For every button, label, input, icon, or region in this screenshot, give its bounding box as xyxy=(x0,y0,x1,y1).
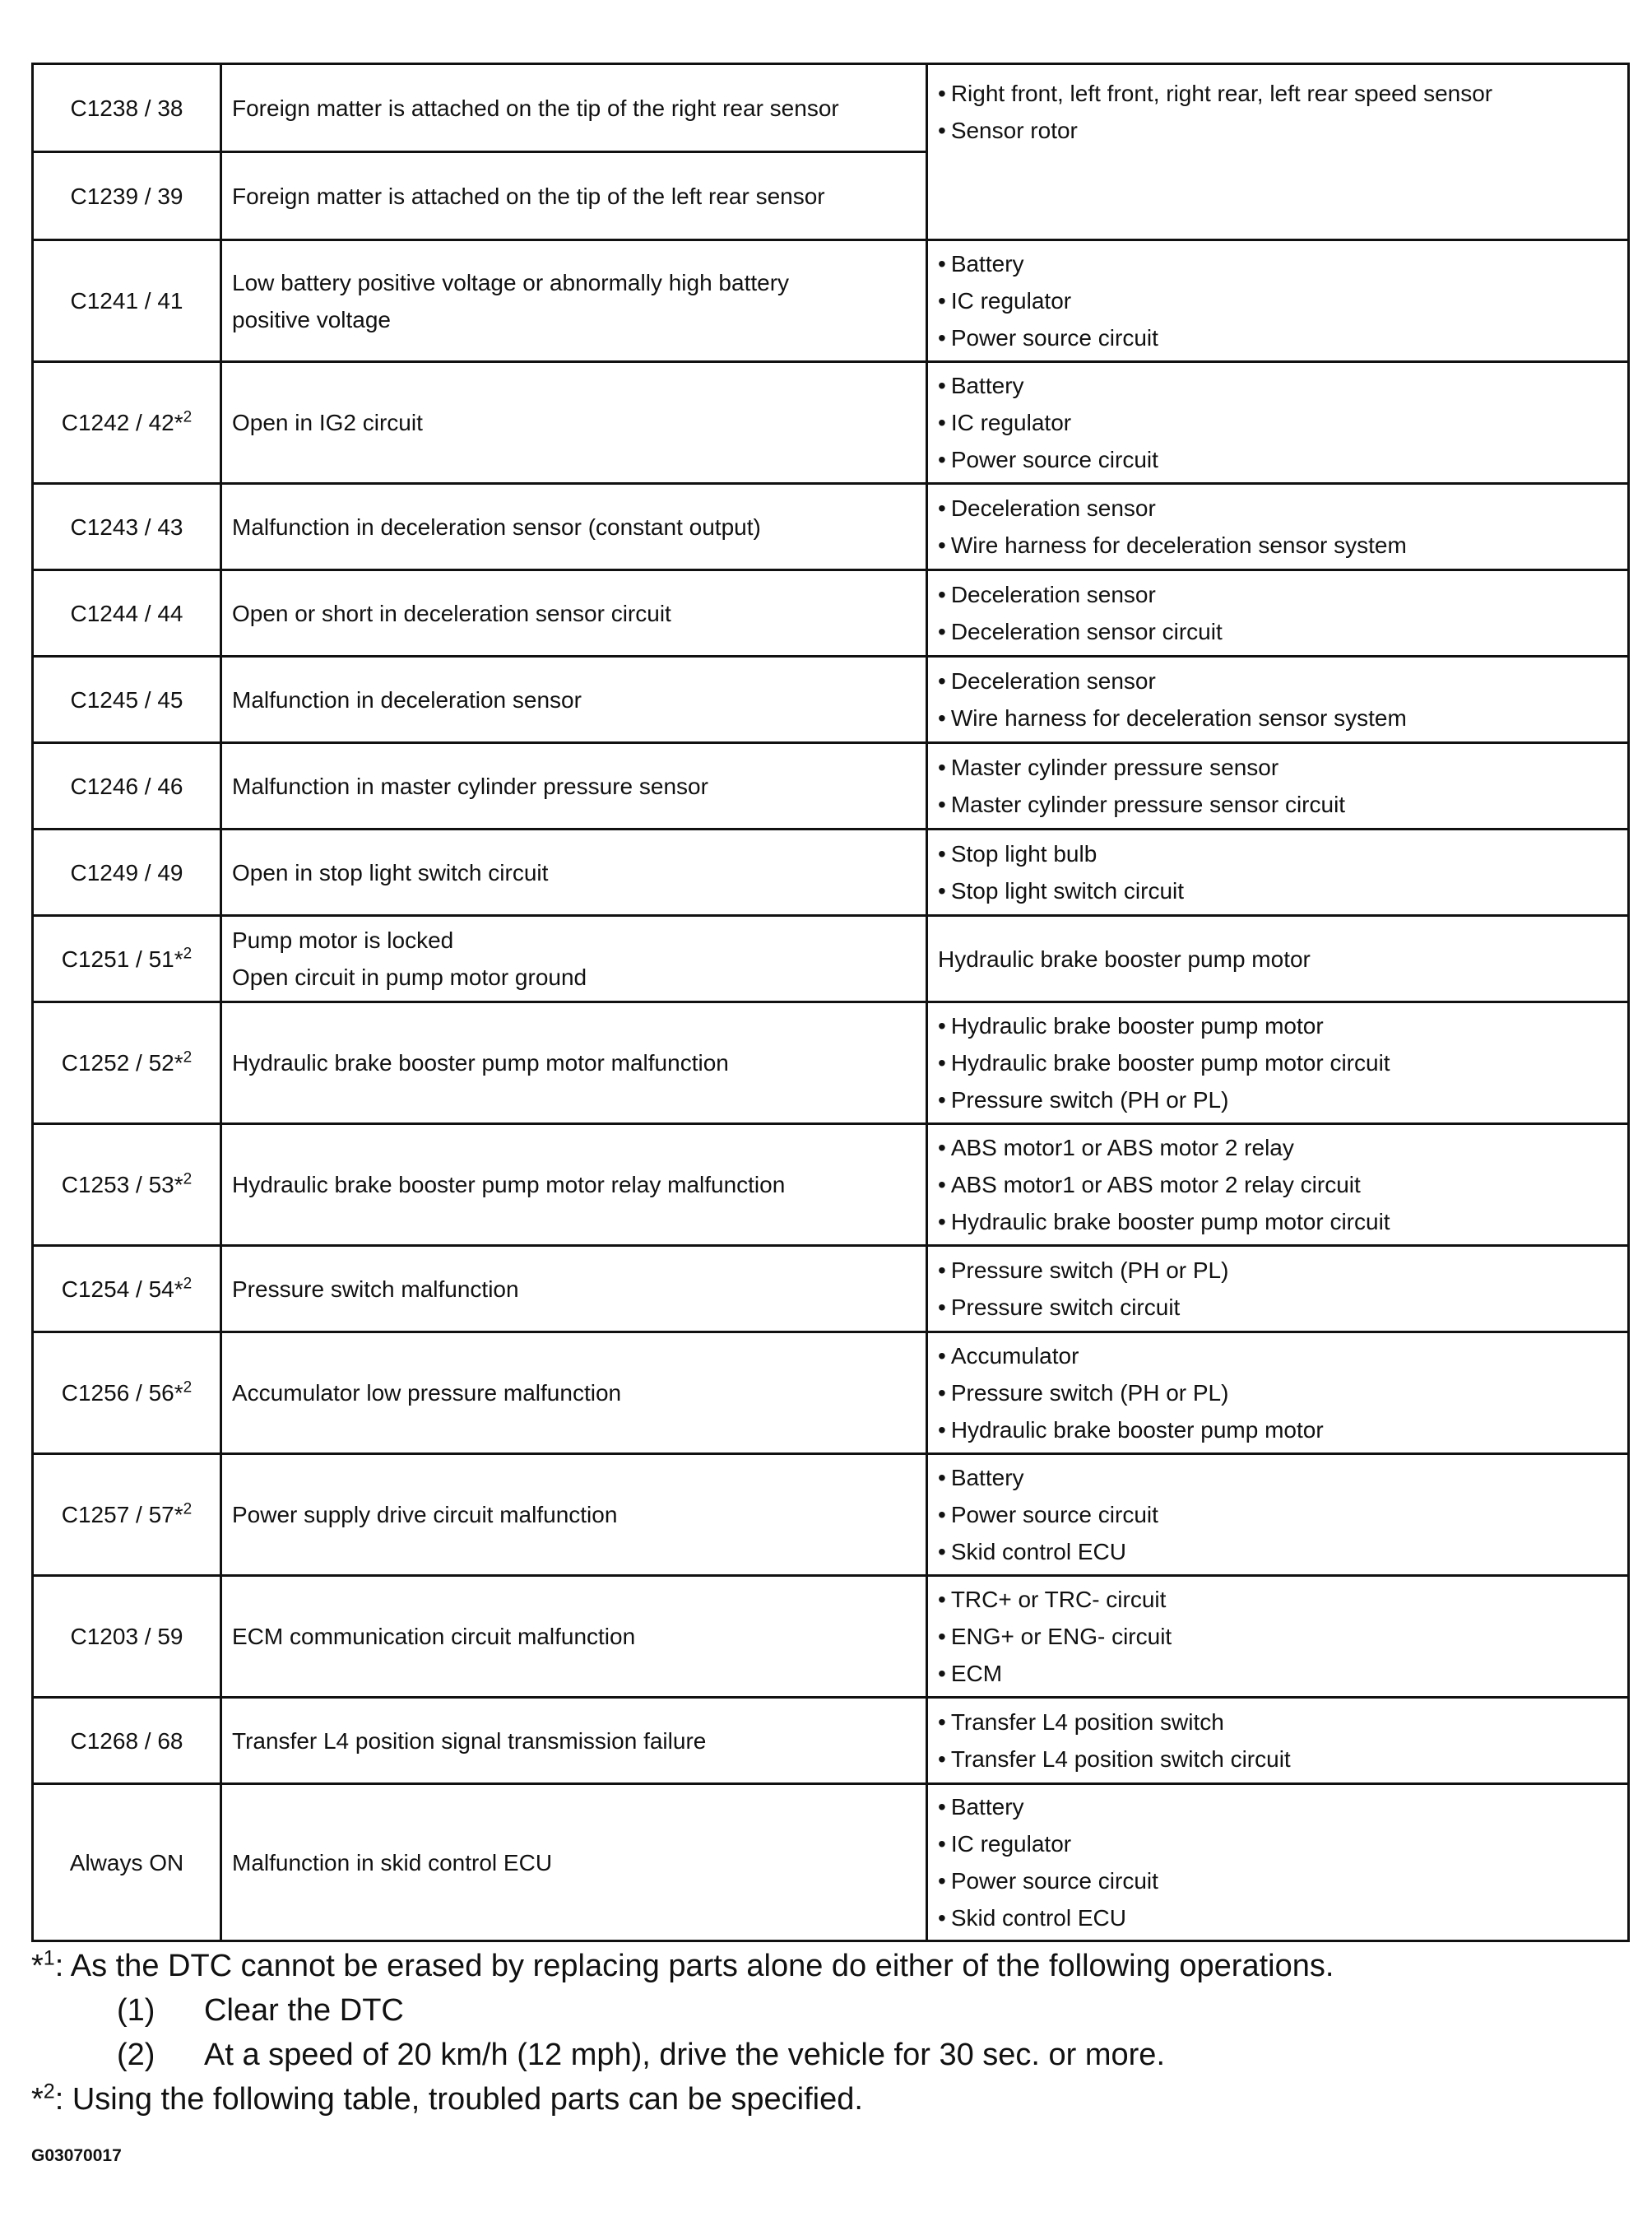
table-row xyxy=(33,1124,1629,1246)
detection-item-text: Open in stop light switch circuit xyxy=(232,859,549,885)
dtc-code-footnote-ref: 2 xyxy=(183,1170,193,1188)
trouble-area-item: • Battery xyxy=(938,1459,1627,1496)
detection-item-text: Hydraulic brake booster pump motor relay malfunction xyxy=(232,1172,786,1197)
detection-item-cell xyxy=(221,570,927,657)
footnote-1 xyxy=(31,1944,1334,1988)
trouble-area-item: • Stop light switch circuit xyxy=(938,872,1627,909)
trouble-area-item: • Battery xyxy=(938,1788,1627,1825)
trouble-area-item: • ENG+ or ENG- circuit xyxy=(938,1618,1627,1655)
detection-item-text: Accumulator low pressure malfunction xyxy=(232,1380,622,1406)
table-row xyxy=(33,64,1629,152)
dtc-code: C1243 / 43 xyxy=(70,514,183,540)
detection-item-text: Pump motor is locked xyxy=(232,927,454,953)
detection-item-text: Foreign matter is attached on the tip of the left rear sensor xyxy=(232,183,825,209)
trouble-area-item: • Hydraulic brake booster pump motor circuit xyxy=(938,1203,1627,1240)
dtc-code-cell xyxy=(33,362,221,484)
dtc-code: C1252 / 52* xyxy=(61,1050,183,1076)
trouble-area-cell xyxy=(927,362,1629,484)
trouble-area-item: • Deceleration sensor xyxy=(938,576,1627,613)
trouble-area-item: • Power source circuit xyxy=(938,319,1627,356)
footnote-2-text: : Using the following table, troubled parts can be specified. xyxy=(54,2082,863,2117)
trouble-area-cell xyxy=(927,1332,1629,1454)
footnote-step-1 xyxy=(31,1988,1334,2033)
dtc-code: C1251 / 51* xyxy=(61,946,183,972)
dtc-code: C1241 / 41 xyxy=(70,288,183,314)
footnote-2 xyxy=(31,2077,1334,2122)
table-row xyxy=(33,570,1629,657)
detection-item-cell xyxy=(221,1246,927,1332)
table-row xyxy=(33,1698,1629,1784)
dtc-code: C1203 / 59 xyxy=(70,1624,183,1649)
table-row xyxy=(33,830,1629,916)
trouble-area-item: • Deceleration sensor xyxy=(938,490,1627,527)
trouble-area-item: • ABS motor1 or ABS motor 2 relay xyxy=(938,1129,1627,1166)
step-text: At a speed of 20 km/h (12 mph), drive the vehicle for 30 sec. or more. xyxy=(204,2038,1165,2072)
trouble-area-item: • Power source circuit xyxy=(938,1496,1627,1533)
table-row xyxy=(33,657,1629,743)
trouble-area-item: Hydraulic brake booster pump motor xyxy=(938,946,1311,972)
trouble-area-item: • Hydraulic brake booster pump motor circuit xyxy=(938,1044,1627,1081)
trouble-area-item: • Stop light bulb xyxy=(938,835,1627,872)
detection-item-cell xyxy=(221,240,927,362)
trouble-area-cell xyxy=(927,743,1629,830)
trouble-area-cell xyxy=(927,1454,1629,1576)
trouble-area-item: • Pressure switch (PH or PL) xyxy=(938,1081,1627,1118)
detection-item-text: ECM communication circuit malfunction xyxy=(232,1624,636,1649)
table-row xyxy=(33,1454,1629,1576)
dtc-code: C1256 / 56* xyxy=(61,1380,183,1406)
trouble-area-item: • Deceleration sensor xyxy=(938,662,1627,699)
dtc-code: C1246 / 46 xyxy=(70,773,183,799)
table-row xyxy=(33,916,1629,1002)
trouble-area-cell xyxy=(927,1698,1629,1784)
detection-item-text: positive voltage xyxy=(232,306,392,332)
trouble-area-cell xyxy=(927,1784,1629,1941)
trouble-area-item: • Sensor rotor xyxy=(938,112,1627,149)
table-row xyxy=(33,1784,1629,1941)
dtc-code-cell xyxy=(33,1784,221,1941)
dtc-code-cell xyxy=(33,240,221,362)
trouble-area-cell xyxy=(927,1124,1629,1246)
trouble-area-item: • IC regulator xyxy=(938,404,1627,441)
detection-item-text: Pressure switch malfunction xyxy=(232,1276,519,1302)
dtc-code-cell xyxy=(33,1454,221,1576)
footnote-1-text: : As the DTC cannot be erased by replacing parts alone do either of the following operations. xyxy=(54,1949,1334,1983)
table-row xyxy=(33,240,1629,362)
detection-item-cell xyxy=(221,1698,927,1784)
detection-item-cell xyxy=(221,1124,927,1246)
trouble-area-item: • Hydraulic brake booster pump motor xyxy=(938,1411,1627,1448)
dtc-code-cell xyxy=(33,1576,221,1698)
trouble-area-item: • Master cylinder pressure sensor xyxy=(938,749,1627,786)
trouble-area-item: • IC regulator xyxy=(938,1825,1627,1862)
footnote-1-marker: * xyxy=(31,1949,44,1983)
trouble-area-item: • Transfer L4 position switch xyxy=(938,1703,1627,1741)
dtc-code-cell xyxy=(33,570,221,657)
table-row xyxy=(33,1332,1629,1454)
table-row xyxy=(33,362,1629,484)
footnote-2-marker: * xyxy=(31,2082,44,2117)
table-row xyxy=(33,1576,1629,1698)
dtc-code-cell xyxy=(33,484,221,570)
detection-item-text: Transfer L4 position signal transmission failure xyxy=(232,1727,707,1754)
dtc-code: C1253 / 53* xyxy=(61,1172,183,1197)
footnotes xyxy=(31,1944,1334,2122)
footnote-1-sup: 1 xyxy=(43,1946,55,1970)
step-number: (1) xyxy=(117,1993,155,2028)
dtc-code: C1242 / 42* xyxy=(61,410,183,435)
trouble-area-item: • ABS motor1 or ABS motor 2 relay circuit xyxy=(938,1166,1627,1203)
dtc-table xyxy=(31,63,1630,1942)
footnote-2-sup: 2 xyxy=(43,2080,55,2103)
dtc-code: C1257 / 57* xyxy=(61,1502,183,1527)
trouble-area-cell xyxy=(927,240,1629,362)
detection-item-cell xyxy=(221,362,927,484)
dtc-code-cell xyxy=(33,64,221,152)
dtc-code-footnote-ref: 2 xyxy=(183,408,193,426)
trouble-area-item: • Transfer L4 position switch circuit xyxy=(938,1741,1627,1778)
dtc-code: C1254 / 54* xyxy=(61,1276,183,1302)
dtc-code: C1238 / 38 xyxy=(70,95,183,121)
trouble-area-item: • Wire harness for deceleration sensor system xyxy=(938,527,1627,564)
trouble-area-item: • Pressure switch (PH or PL) xyxy=(938,1252,1627,1289)
trouble-area-item: • Skid control ECU xyxy=(938,1533,1627,1570)
table-row xyxy=(33,484,1629,570)
table-row xyxy=(33,1246,1629,1332)
dtc-code: C1268 / 68 xyxy=(70,1727,183,1754)
detection-item-text: Power supply drive circuit malfunction xyxy=(232,1502,618,1527)
detection-item-text: Malfunction in deceleration sensor (constant output) xyxy=(232,514,761,540)
trouble-area-cell xyxy=(927,484,1629,570)
dtc-code: C1249 / 49 xyxy=(70,859,183,885)
trouble-area-item: • Accumulator xyxy=(938,1337,1627,1374)
trouble-area-item: • Right front, left front, right rear, left rear speed sensor xyxy=(938,75,1627,112)
detection-item-cell xyxy=(221,1332,927,1454)
dtc-code-cell xyxy=(33,1002,221,1124)
trouble-area-item: • Power source circuit xyxy=(938,1862,1627,1899)
dtc-code: C1244 / 44 xyxy=(70,600,183,626)
dtc-code-cell xyxy=(33,1124,221,1246)
dtc-code-cell xyxy=(33,657,221,743)
trouble-area-item: • Battery xyxy=(938,367,1627,404)
trouble-area-cell xyxy=(927,657,1629,743)
trouble-area-item: • ECM xyxy=(938,1655,1627,1692)
dtc-code-cell xyxy=(33,1332,221,1454)
trouble-area-item: • Hydraulic brake booster pump motor xyxy=(938,1007,1627,1044)
detection-item-cell xyxy=(221,1002,927,1124)
trouble-area-cell xyxy=(927,830,1629,916)
detection-item-text: Foreign matter is attached on the tip of the right rear sensor xyxy=(232,95,839,121)
dtc-code: C1245 / 45 xyxy=(70,686,183,713)
dtc-code: Always ON xyxy=(69,1849,184,1875)
table-row xyxy=(33,743,1629,830)
trouble-area-item: • Power source circuit xyxy=(938,441,1627,478)
dtc-code-cell xyxy=(33,1246,221,1332)
footnote-step-2 xyxy=(31,2033,1334,2077)
trouble-area-item: • Wire harness for deceleration sensor system xyxy=(938,699,1627,737)
detection-item-text: Malfunction in deceleration sensor xyxy=(232,686,582,713)
dtc-code-footnote-ref: 2 xyxy=(183,1048,193,1067)
table-row xyxy=(33,1002,1629,1124)
detection-item-cell xyxy=(221,1784,927,1941)
trouble-area-item: • Deceleration sensor circuit xyxy=(938,613,1627,650)
dtc-code: C1239 / 39 xyxy=(70,183,183,209)
detection-item-cell xyxy=(221,916,927,1002)
trouble-area-item: • TRC+ or TRC- circuit xyxy=(938,1581,1627,1618)
step-text: Clear the DTC xyxy=(204,1993,404,2028)
figure-id: G03070017 xyxy=(31,2146,122,2165)
trouble-area-cell xyxy=(927,916,1629,1002)
dtc-code-cell xyxy=(33,152,221,240)
trouble-area-item: • Pressure switch (PH or PL) xyxy=(938,1374,1627,1411)
trouble-area-item: • Pressure switch circuit xyxy=(938,1289,1627,1326)
dtc-code-cell xyxy=(33,743,221,830)
trouble-area-cell xyxy=(927,1002,1629,1124)
detection-item-cell xyxy=(221,657,927,743)
detection-item-cell xyxy=(221,830,927,916)
detection-item-text: Open or short in deceleration sensor circuit xyxy=(232,600,671,626)
dtc-code-footnote-ref: 2 xyxy=(183,1500,193,1518)
dtc-code-footnote-ref: 2 xyxy=(183,1378,193,1397)
detection-item-text: Hydraulic brake booster pump motor malfunction xyxy=(232,1050,729,1076)
detection-item-cell xyxy=(221,1576,927,1698)
trouble-area-cell xyxy=(927,570,1629,657)
trouble-area-item: • Battery xyxy=(938,245,1627,282)
dtc-code-cell xyxy=(33,830,221,916)
dtc-code-cell xyxy=(33,1698,221,1784)
trouble-area-item: • Skid control ECU xyxy=(938,1899,1627,1936)
detection-item-text: Low battery positive voltage or abnormally high battery xyxy=(232,269,790,295)
trouble-area-item: • IC regulator xyxy=(938,282,1627,319)
dtc-code-cell xyxy=(33,916,221,1002)
dtc-code-footnote-ref: 2 xyxy=(183,1275,193,1293)
detection-item-cell xyxy=(221,64,927,152)
detection-item-cell xyxy=(221,743,927,830)
trouble-area-cell xyxy=(927,64,1629,240)
detection-item-text: Malfunction in master cylinder pressure sensor xyxy=(232,773,708,799)
trouble-area-item: • Master cylinder pressure sensor circuit xyxy=(938,786,1627,823)
detection-item-cell xyxy=(221,484,927,570)
step-number: (2) xyxy=(117,2038,155,2072)
detection-item-cell xyxy=(221,1454,927,1576)
detection-item-text: Open in IG2 circuit xyxy=(232,410,423,435)
trouble-area-cell xyxy=(927,1576,1629,1698)
detection-item-text: Open circuit in pump motor ground xyxy=(232,964,587,990)
trouble-area-cell xyxy=(927,1246,1629,1332)
detection-item-text: Malfunction in skid control ECU xyxy=(232,1849,553,1875)
detection-item-cell xyxy=(221,152,927,240)
dtc-code-footnote-ref: 2 xyxy=(183,945,193,963)
